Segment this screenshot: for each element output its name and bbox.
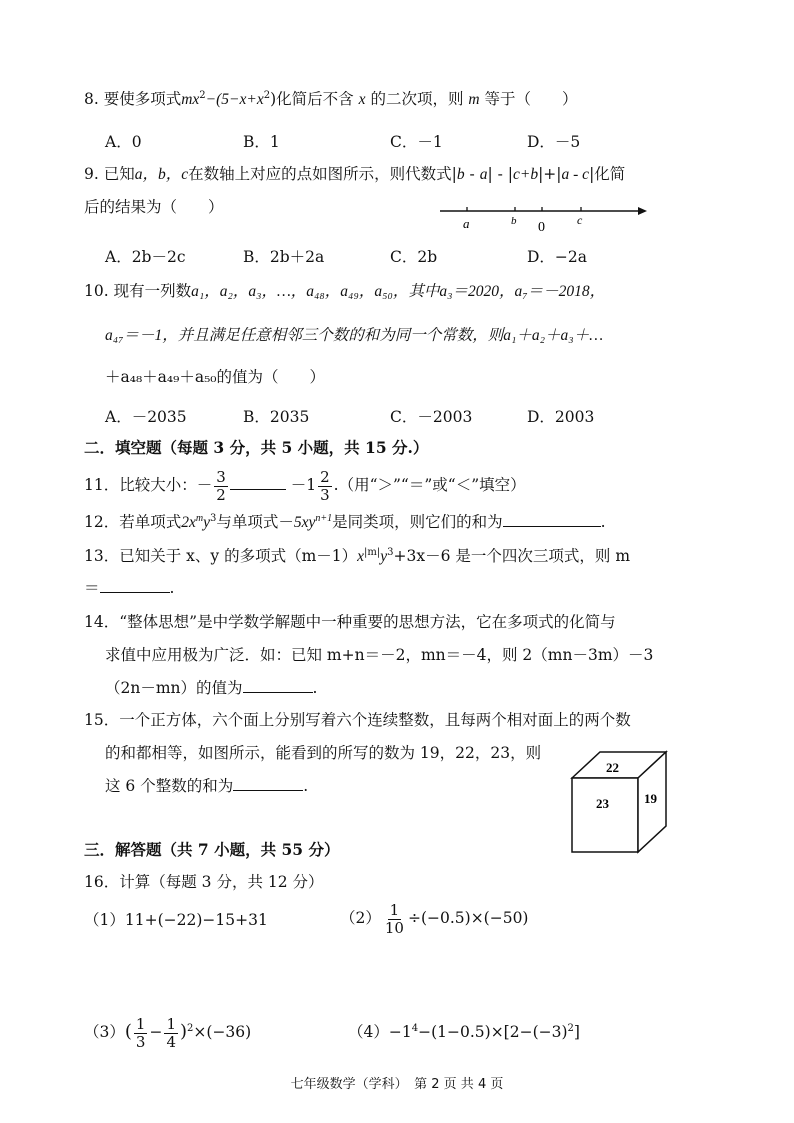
q8-option-c[interactable]: C．－1 <box>390 133 443 151</box>
q16-p4-a: −1 <box>388 1023 412 1041</box>
q13-d: +3x－6 是一个四次三项式，则 m <box>393 547 631 565</box>
q16-p3-f1-num: 1 <box>135 1014 146 1033</box>
q16-p2-den: 10 <box>384 918 404 937</box>
q14-line2: 求值中应用极为广泛．如：已知 m+n＝－2，mn＝－4，则 2（mn－3m）－3 <box>105 646 654 664</box>
q8-option-a[interactable]: A．0 <box>105 133 142 151</box>
q9-cb: c+b <box>512 166 539 183</box>
q16-p3-close: ) <box>180 1021 188 1042</box>
q9-a: a <box>479 166 488 183</box>
q13-eq: ＝ <box>84 579 100 597</box>
q16-p3-sup: 2 <box>187 1022 194 1034</box>
q8-sup: 2 <box>199 89 206 101</box>
q9-option-a[interactable]: A．2b－2c <box>105 248 186 266</box>
q9-line2: 后的结果为（ ） <box>84 198 224 216</box>
question-12 <box>84 512 606 533</box>
q10-line3: ＋a₄₈＋a₄₉＋a₅₀的值为（ ） <box>105 368 326 386</box>
q9-abs: | - | <box>487 165 513 183</box>
q10-given: a₃＝2020，a₇＝－2018， <box>439 283 606 300</box>
label-c: c <box>577 213 583 227</box>
q16-p3-label: （3） <box>84 1023 125 1041</box>
question-10 <box>84 281 605 302</box>
q11-answer-blank[interactable] <box>230 475 286 490</box>
q12-a: 12．若单项式 <box>84 513 182 531</box>
q15-answer-blank[interactable] <box>233 776 303 791</box>
q12-e-sup: n+1 <box>315 512 333 524</box>
q16-part-2 <box>340 898 528 938</box>
q16-part-1 <box>84 910 268 930</box>
q16-p3-f2-num: 1 <box>166 1014 176 1033</box>
number-line-arrow <box>638 207 647 215</box>
q16-p3-open: ( <box>124 1021 132 1042</box>
q13-b: x <box>357 548 365 565</box>
q16-p1-expr: 11+(−22)−15+31 <box>124 911 268 929</box>
q13-c: y <box>380 548 388 565</box>
q16-p1-label: （1） <box>84 911 125 929</box>
q11-f2-num: 2 <box>320 467 330 486</box>
q8-prefix: 8. 要使多项式 <box>84 90 182 108</box>
section-2-heading: 二．填空题（每题 3 分，共 5 小题，共 15 分.） <box>84 438 429 457</box>
q9-vars: a，b，c <box>134 166 189 183</box>
q11-fraction-2 <box>318 469 332 504</box>
q16-p4-b-sup: 2 <box>567 1022 574 1034</box>
q15-line3-a: 这 6 个整数的和为 <box>105 777 234 795</box>
question-16-title: 16．计算（每题 3 分，共 12 分） <box>84 873 324 891</box>
page-footer: 七年级数学（学科） 第 2 页 共 4 页 <box>290 1077 504 1092</box>
q12-e: 5xy <box>293 514 316 531</box>
q14-line3 <box>105 678 317 698</box>
q12-g: . <box>600 513 606 531</box>
q8-option-b[interactable]: B．1 <box>243 133 280 151</box>
q9-option-c[interactable]: C．2b <box>390 248 438 266</box>
cube-diagram <box>568 748 672 858</box>
cube-top-number: 22 <box>606 760 619 775</box>
q13-b-sup: |m| <box>364 546 381 558</box>
question-9 <box>84 164 625 185</box>
q8-m: m <box>468 91 480 108</box>
q16-p3-f2-den: 4 <box>166 1032 176 1051</box>
q10-text-a: 10. 现有一列数 <box>84 282 192 300</box>
q16-part-3 <box>84 1012 251 1052</box>
q15-line2: 的和都相等，如图所示，能看到的所写的数为 19，22，23，则 <box>105 744 542 762</box>
q10-line2 <box>105 325 603 346</box>
question-11 <box>84 468 526 504</box>
q11-mid: －1 <box>290 476 317 494</box>
q16-p3-minus: − <box>149 1023 163 1041</box>
q11-f1-num: 3 <box>216 467 226 486</box>
q16-p4-c: ] <box>573 1023 580 1041</box>
question-8 <box>84 89 578 110</box>
q12-b-sup: m <box>195 512 204 524</box>
q11-fraction-1 <box>214 469 228 504</box>
q9-text-a: 9. 已知 <box>84 165 135 183</box>
q8-suffix-a: 化简后不含 <box>276 90 354 108</box>
label-a: a <box>463 216 470 231</box>
question-15: 15．一个正方体，六个面上分别写着六个连续整数，且每两个相对面上的两个数 <box>84 711 631 729</box>
q8-var: x <box>358 91 366 108</box>
q11-prefix: 11．比较大小： <box>84 476 197 494</box>
q16-p2-fraction <box>383 902 406 937</box>
question-14: 14．“整体思想”是中学数学解题中一种重要的思想方法，它在多项式的化简与 <box>84 613 616 631</box>
q8-option-d[interactable]: D．－5 <box>527 133 581 151</box>
section-3-heading: 三．解答题（共 7 小题，共 55 分） <box>84 840 340 859</box>
label-0: 0 <box>538 220 545 235</box>
q9-minus: - <box>464 165 480 183</box>
q8-close: ) <box>270 90 277 108</box>
q12-b: 2x <box>181 514 196 531</box>
q13-a: 13．已知关于 x、y 的多项式（m－1） <box>84 547 358 565</box>
q16-p4-b: −(1−0.5)×[2−(−3) <box>418 1023 568 1041</box>
q10-option-d[interactable]: D．2003 <box>527 408 595 426</box>
q10-option-b[interactable]: B．2035 <box>243 408 310 426</box>
q12-c: y <box>203 514 210 531</box>
q8-mx: mx <box>181 91 200 108</box>
q12-d: 与单项式－ <box>216 513 294 531</box>
q16-p2-label: （2） <box>340 909 381 927</box>
q11-suffix: .（用“＞”“＝”或“＜”填空） <box>333 476 526 494</box>
q14-line3-a: （2n－mn）的值为 <box>105 679 243 697</box>
q16-p4-a-sup: 4 <box>411 1022 419 1034</box>
number-line-diagram <box>440 200 650 236</box>
q9-ac: a - c <box>561 166 590 183</box>
q11-neg: － <box>196 476 213 494</box>
cube-side-number: 19 <box>644 791 657 806</box>
q9-b: b <box>456 166 465 183</box>
q16-p3-fraction-1 <box>134 1016 148 1051</box>
q9-option-d[interactable]: D．−2a <box>527 248 588 266</box>
q10-line2-b: a₁＋a₂＋a₃＋… <box>503 327 603 344</box>
q8-suffix-b: 的二次项，则 <box>370 90 464 108</box>
q9-plus: |+| <box>538 165 562 183</box>
q10-option-c[interactable]: C．－2003 <box>390 408 473 426</box>
q8-expr: −(5−x+x <box>205 91 264 108</box>
q10-sequence: a₁，a₂，a₃，…，a₄₈，a₄₉，a₅₀，其中 <box>191 283 440 300</box>
q11-f2-den: 3 <box>320 485 330 504</box>
cube-front-face <box>572 778 638 852</box>
q8-sup2: 2 <box>263 89 271 101</box>
q13-answer-blank[interactable] <box>100 578 170 593</box>
label-b: b <box>511 215 517 227</box>
cube-front-number: 23 <box>596 796 609 811</box>
q13-c-sup: 3 <box>387 546 394 558</box>
q13-dot: . <box>169 579 175 597</box>
q11-f1-den: 2 <box>216 485 226 504</box>
q16-p3-rest: ×(−36) <box>193 1023 252 1041</box>
q16-p2-rest: ÷(−0.5)×(−50) <box>407 909 529 927</box>
q15-dot: . <box>303 777 309 795</box>
q16-p3-f1-den: 3 <box>135 1032 146 1051</box>
q10-option-a[interactable]: A．－2035 <box>105 408 187 426</box>
q13-line2 <box>84 578 174 598</box>
q8-suffix-c: 等于（ ） <box>484 90 578 108</box>
q14-answer-blank[interactable] <box>243 678 313 693</box>
q9-end: |化简 <box>589 165 626 183</box>
question-13 <box>84 546 630 567</box>
q12-c-sup: 3 <box>210 512 217 524</box>
q12-f: 是同类项，则它们的和为 <box>332 513 503 531</box>
q15-line3 <box>105 776 308 796</box>
q16-p2-num: 1 <box>389 900 400 919</box>
q9-option-b[interactable]: B．2b＋2a <box>243 248 325 266</box>
q14-dot: . <box>312 679 318 697</box>
q16-p4-label: （4） <box>348 1023 389 1041</box>
q10-line2-a: a₄₇＝－1，并且满足任意相邻三个数的和为同一个常数，则 <box>105 327 504 344</box>
q12-answer-blank[interactable] <box>503 512 601 527</box>
q16-p3-fraction-2 <box>164 1016 178 1051</box>
q16-part-4 <box>348 1022 580 1042</box>
q9-text-b: 在数轴上对应的点如图所示，则代数式| <box>188 165 457 183</box>
